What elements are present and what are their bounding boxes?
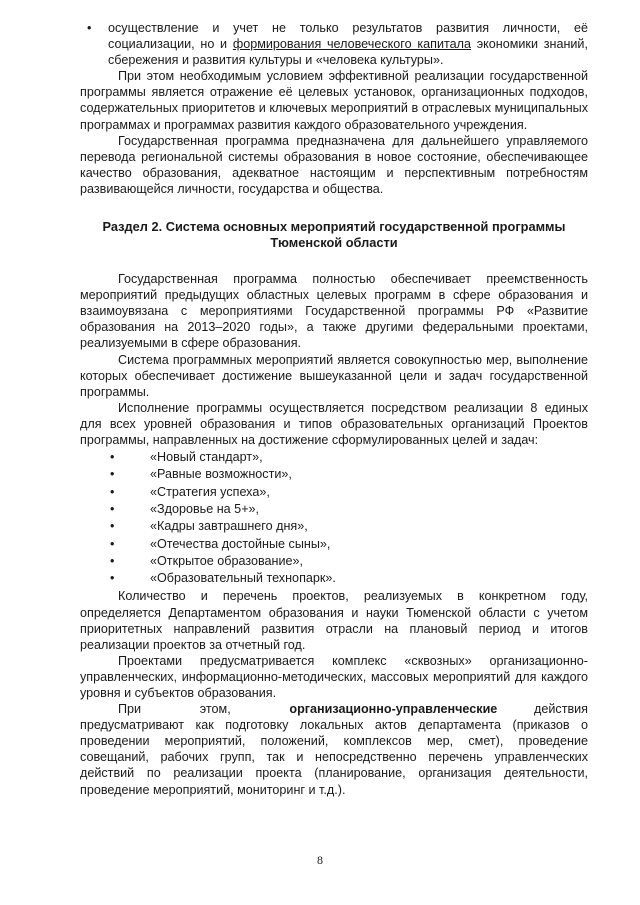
list-item-label: «Стратегия успеха», <box>150 484 270 499</box>
last-paragraph-suffix: действия предусматривают как подготовку локальных актов департамента (приказов о проведении мероприятий, положений, комплексов мер, смет), проведение совещаний, рабочих групп, так и непосредственно перечень управленческих действий по реализации проекта (планирование, организация деятельности, проведение мероприятий, мониторинг и т.д.). <box>80 702 589 797</box>
list-item-label: «Отечества достойные сыны», <box>150 536 331 551</box>
section-title: Раздел 2. Система основных мероприятий государственной программы Тюменской области <box>102 219 566 251</box>
list-item-label: «Открытое образование», <box>150 553 304 568</box>
bullet-icon: • <box>110 519 115 534</box>
list-item-label: «Равные возможности», <box>150 467 292 482</box>
intro-paragraph-1: При этом необходимым условием эффективной реализации государственной программы является отражение её целевых установок, организационных подходов, содержательных приоритетов и ключевых мероприятий в отраслевых муниципальных программах и программах развития каждого образовательного учреждения. <box>80 69 588 132</box>
bullet-icon: • <box>110 553 115 568</box>
bullet-icon: • <box>110 571 115 586</box>
bullet-icon: • <box>110 484 115 499</box>
bullet-text-end: экономики знаний, сбережения и развития культуры и «человека культуры». <box>108 37 588 68</box>
list-item <box>80 553 588 570</box>
bullet-icon: • <box>110 467 115 482</box>
page-number: 8 <box>317 853 323 867</box>
list-item <box>80 484 588 501</box>
last-paragraph-prefix: При этом, <box>118 702 290 717</box>
bullet-icon: • <box>110 501 115 516</box>
bullet-icon: • <box>110 450 115 465</box>
list-item-label: «Кадры завтрашнего дня», <box>150 519 308 534</box>
main-paragraph-1: Государственная программа полностью обеспечивает преемственность мероприятий предыдущих областных целевых программ в сфере образования и взаимоувязана с мероприятиями Государственной программы РФ «Развитие образования на 2013–2020 годы», а также другими федеральными проектами, реализуемыми в сфере образования. <box>80 272 588 351</box>
last-paragraph <box>80 701 588 798</box>
list-item <box>80 466 588 483</box>
after-paragraph-1: Количество и перечень проектов, реализуемых в конкретном году, определяется Департаментом образования и науки Тюменской области с учетом приоритетных направлений развития отрасли на плановый период и итогов реализации проектов за отчетный год. <box>80 589 588 652</box>
list-item-label: «Здоровье на 5+», <box>150 501 260 516</box>
bullet-icon: • <box>87 21 92 35</box>
intro-paragraph-2: Государственная программа предназначена для дальнейшего управляемого перевода региональной системы образования в новое состояние, обеспечивающее качество образования, адекватное настоящим и перспективным потребностям развивающейся личности, государства и общества. <box>80 133 588 196</box>
list-item <box>80 518 588 535</box>
list-item-label: «Новый стандарт», <box>150 450 263 465</box>
after-paragraph-2: Проектами предусматривается комплекс «сквозных» организационно-управленческих, информационно-методических, массовых мероприятий для каждого уровня и субъектов образования. <box>80 653 588 700</box>
top-bullet-item <box>80 20 588 68</box>
bold-term: организационно-управленческие <box>289 702 498 717</box>
bullet-text-start: осуществление и учет не только результатов развития личности, её социализации, но и <box>108 21 588 52</box>
list-item <box>80 536 588 553</box>
main-paragraph-2: Система программных мероприятий является совокупностью мер, выполнение которых обеспечивает достижение вышеуказанной цели и задач государственной программы. <box>80 352 588 399</box>
main-paragraph-3: Исполнение программы осуществляется посредством реализации 8 единых для всех уровней образования и типов образовательных организаций Проектов программы, направленных на достижение сформулированных целей и задач: <box>80 400 588 447</box>
underlined-term: формирования человеческого капитала <box>232 37 471 52</box>
list-item <box>80 449 588 466</box>
bullet-icon: • <box>110 536 115 551</box>
list-item <box>80 570 588 587</box>
list-item <box>80 501 588 518</box>
list-item-label: «Образовательный технопарк». <box>150 571 336 586</box>
projects-list <box>80 449 588 587</box>
